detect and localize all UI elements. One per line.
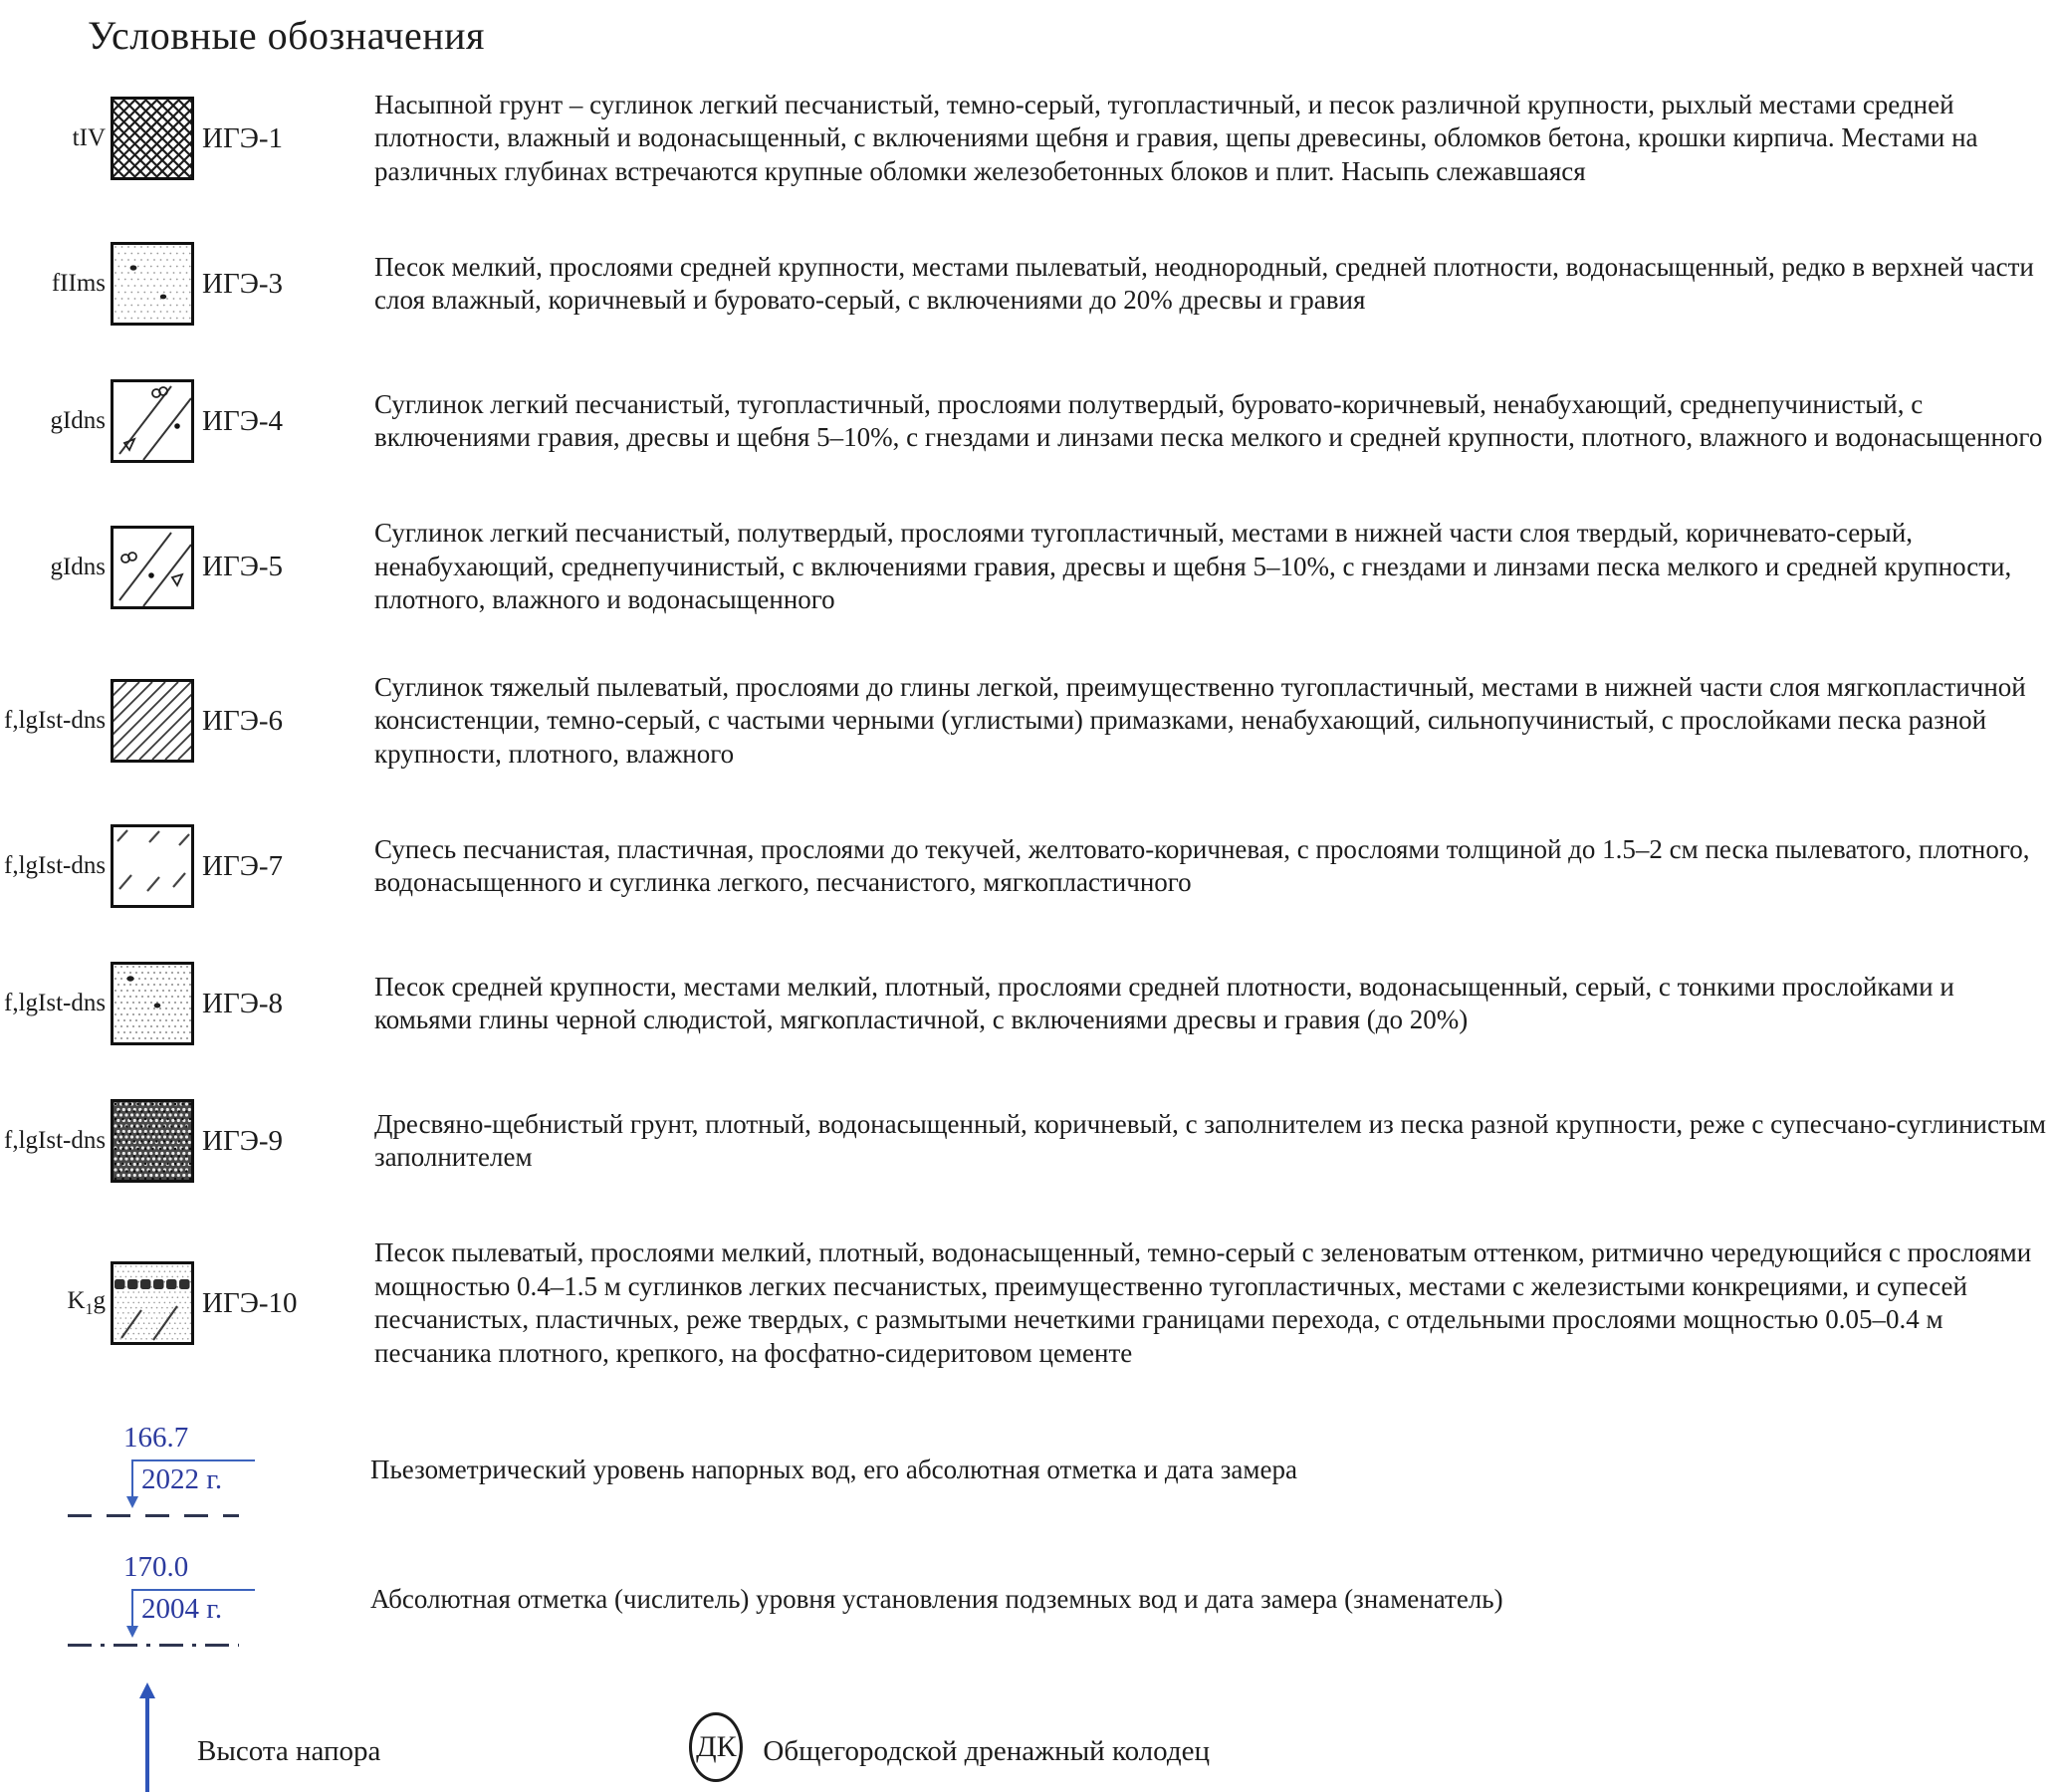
legend-row [4, 517, 2053, 616]
water-level-description: Пьезометрический уровень напорных вод, его абсолютная отметка и дата замера [370, 1455, 1297, 1485]
stratum-code: tIV [72, 124, 106, 152]
legend-row [4, 1236, 2053, 1370]
drainage-well-label: Общегородской дренажный колодец [763, 1735, 1210, 1768]
stratum-code: f,lgIst-dns [4, 1127, 107, 1155]
ige-label: ИГЭ-9 [202, 1124, 284, 1157]
lithology-pattern-diag-dense-icon [111, 679, 194, 763]
legend-symbol-cell [4, 379, 374, 463]
water-level-symbol-cell [0, 1553, 370, 1647]
legend-row [4, 824, 2053, 908]
legend-row [4, 962, 2053, 1045]
ige-label: ИГЭ-1 [202, 121, 284, 154]
water-level-description: Абсолютная отметка (числитель) уровня установления подземных вод и дата замера (знаменатель) [370, 1584, 1503, 1615]
legend-symbol-cell [4, 962, 374, 1045]
stratum-code: $K_1g$ [67, 1287, 106, 1319]
water-level-rows [0, 1424, 2053, 1647]
water-level-date: 2004 г. [141, 1593, 223, 1626]
water-level-symbol-cell [0, 1424, 370, 1517]
lithology-pattern-gravel-dark-icon [111, 1099, 194, 1183]
lithology-pattern-crosshatch-icon [111, 97, 194, 180]
layer-description: Насыпной грунт – суглинок легкий песчанистый, темно-серый, тугопластичный, и песок различной крупности, рыхлый местами средней плотности, влажный и водонасыщенный, с включениями щебня и гравия, щепы древесины, обломков бетона, крошки кирпича. Местами на различных глубинах встречаются крупные обломки железобетонных блоков и плит. Насыпь слежавшаяся [374, 90, 1978, 186]
footer-symbols [0, 1682, 2053, 1792]
legend-symbol-cell [4, 824, 374, 908]
layer-description: Суглинок легкий песчанистый, тугопластичный, прослоями полутвердый, буровато-коричневый, ненабухающий, среднепучинистый, с включениями гравия, дресвы и щебня 5–10%, с гнездами и линзами песка мелкого и средней крупности, плотного, влажного и водонасыщенного [374, 388, 2043, 453]
legend-row [4, 89, 2053, 188]
lithology-pattern-dots-sparse-icon [111, 242, 194, 326]
legend-row [4, 1099, 2053, 1183]
legend-symbol-cell [4, 526, 374, 609]
stratum-code: f,lgIst-dns [4, 990, 107, 1017]
lithology-pattern-diag-symbols-b-icon [111, 526, 194, 609]
layer-description: Дресвяно-щебнистый грунт, плотный, водонасыщенный, коричневый, с заполнителем из песка разной крупности, реже с супесчано-суглинистым заполнителем [374, 1108, 2046, 1173]
pressure-head-arrow-icon [145, 1696, 149, 1792]
down-arrow-icon [126, 1496, 138, 1508]
stratum-code: fIIms [51, 270, 106, 298]
stratum-code: gIdns [50, 407, 106, 435]
water-level-bracket-icon [131, 1459, 255, 1505]
pressure-head-label: Высота напора [197, 1735, 381, 1768]
ige-label: ИГЭ-7 [202, 849, 284, 882]
layer-description: Песок пылеватый, прослоями мелкий, плотный, водонасыщенный, темно-серый с зеленоватым оттенком, ритмично чередующийся с прослоями мощностью 0.4–1.5 м суглинков легких песчанистых, преимущественно тугопластичных, местами с железистыми конкрециями, и супесей песчанистых, пластичных, реже твердых, с размытыми нечеткими границами перехода, с отдельными прослоями мощностью 0.05–0.4 м песчаника плотного, крепкого, на фосфатно-сидеритовом цементе [374, 1237, 2032, 1368]
stratum-code: f,lgIst-dns [4, 707, 107, 735]
down-arrow-icon [126, 1626, 138, 1638]
ige-label: ИГЭ-3 [202, 267, 284, 300]
lithology-pattern-sand-band-diag-icon [111, 1261, 194, 1345]
ige-label: ИГЭ-6 [202, 704, 284, 737]
water-level-line-icon [68, 1644, 239, 1647]
water-level-icon [82, 1424, 259, 1517]
stratum-code: f,lgIst-dns [4, 852, 107, 880]
drainage-well-icon: ДК [689, 1712, 743, 1782]
legend-rows [4, 89, 2053, 1370]
layer-description: Песок средней крупности, местами мелкий, плотный, прослоями средней плотности, водонасыщенный, серый, с тонкими прослойками и комьями глины черной слюдистой, мягкопластичной, с включениями дресвы и гравия (до 20%) [374, 971, 1954, 1035]
legend-row [4, 242, 2053, 326]
page-title: Условные обозначения [88, 13, 485, 58]
layer-description: Суглинок легкий песчанистый, полутвердый, прослоями тугопластичный, местами в нижней части слоя твердый, коричневато-серый, ненабухающий, среднепучинистый, с включениями гравия, дресвы и щебня 5–10%, с гнездами и линзами песка мелкого и средней крупности, плотного, влажного и водонасыщенного [374, 518, 2012, 615]
lithology-pattern-diag-dashed-icon [111, 824, 194, 908]
layer-description: Супесь песчанистая, пластичная, прослоями до текучей, желтовато-коричневая, с прослоями толщиной до 1.5–2 см песка пылеватого, плотного, водонасыщенного и суглинка легкого, песчанистого, мягкопластичного [374, 833, 2030, 898]
water-level-elevation: 166.7 [123, 1422, 189, 1455]
legend-row [4, 671, 2053, 771]
ige-label: ИГЭ-8 [202, 987, 284, 1019]
lithology-pattern-dots-dense-icon [111, 962, 194, 1045]
layer-description: Суглинок тяжелый пылеватый, прослоями до глины легкой, преимущественно тугопластичный, местами в нижней части слоя мягкопластичной консистенции, темно-серый, с частыми черными (углистыми) примазками, ненабухающий, сильнопучинистый, с прослойками песка разной крупности, плотного, влажного [374, 671, 2026, 769]
legend-symbol-cell [4, 242, 374, 326]
ige-label: ИГЭ-4 [202, 404, 284, 437]
water-level-line-icon [68, 1514, 239, 1517]
legend-symbol-cell [4, 1261, 374, 1345]
layer-description: Песок мелкий, прослоями средней крупности, местами пылеватый, неоднородный, средней плотности, водонасыщенный, редко в верхней части слоя влажный, коричневый и буровато-серый, с включениями до 20% дресвы и гравия [374, 251, 2034, 316]
water-level-icon [82, 1553, 259, 1647]
water-level-row [0, 1553, 2053, 1647]
legend-symbol-cell [4, 1099, 374, 1183]
water-level-bracket-icon [131, 1589, 255, 1635]
ige-label: ИГЭ-10 [202, 1286, 298, 1319]
ige-label: ИГЭ-5 [202, 551, 284, 583]
lithology-pattern-diag-symbols-a-icon [111, 379, 194, 463]
legend-row [4, 379, 2053, 463]
stratum-code: gIdns [50, 553, 106, 580]
water-level-row [0, 1424, 2053, 1517]
legend-symbol-cell [4, 97, 374, 180]
water-level-elevation: 170.0 [123, 1551, 189, 1584]
water-level-date: 2022 г. [141, 1463, 223, 1496]
legend-symbol-cell [4, 679, 374, 763]
